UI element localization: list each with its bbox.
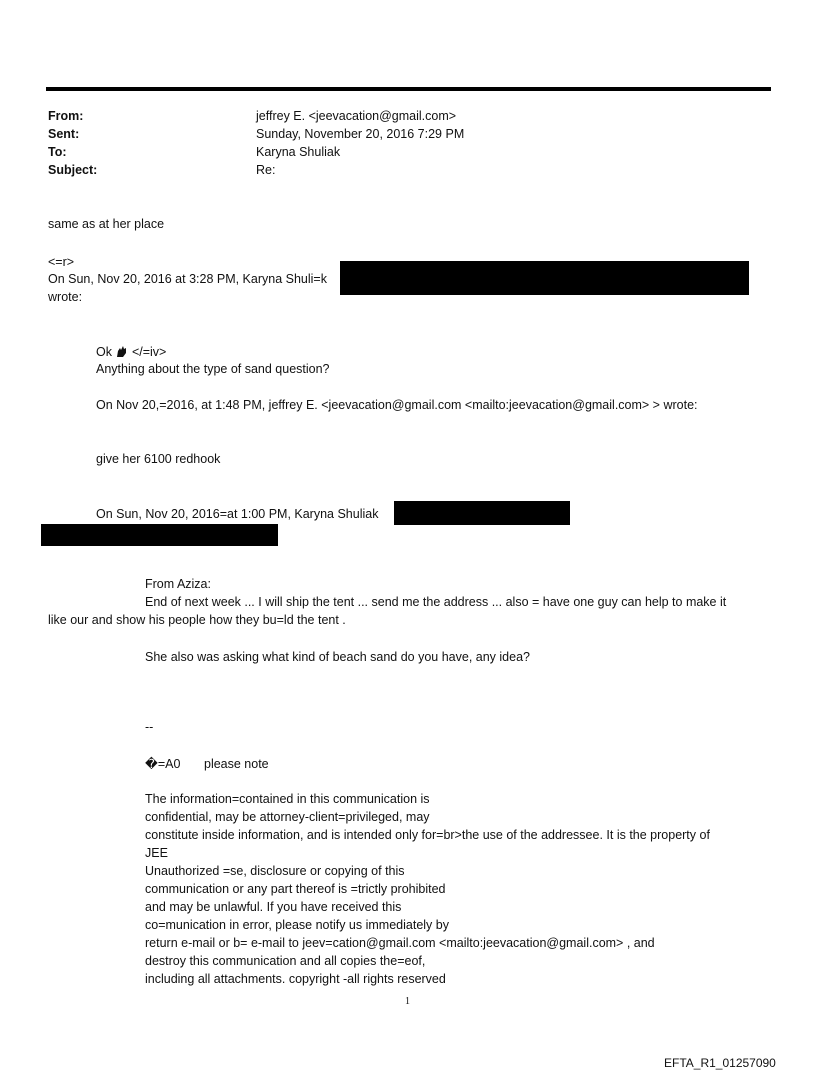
from-value: jeffrey E. <jeevacation@gmail.com> <box>256 109 457 123</box>
disclaimer-line: return e-mail or b= e-mail to jeev=cation@gmail.com <mailto:jeevacation@gmail.com> , and <box>145 936 655 950</box>
document-id: EFTA_R1_01257090 <box>664 1056 776 1070</box>
disclaimer-line: co=munication in error, please notify us immediately by <box>145 918 449 932</box>
sent-label: Sent: <box>48 127 80 141</box>
page-number: 1 <box>405 996 410 1007</box>
hand-icon <box>115 345 131 359</box>
redaction-box <box>340 261 749 295</box>
subject-label: Subject: <box>48 163 98 177</box>
to-value: Karyna Shuliak <box>256 145 341 159</box>
quote-karyna-line: On Sun, Nov 20, 2016=at 1:00 PM, Karyna Shuliak <box>96 507 379 521</box>
body-line-4: wrote: <box>48 290 83 304</box>
body-line-3: On Sun, Nov 20, 2016 at 3:28 PM, Karyna Shuli=k <box>48 272 327 286</box>
disclaimer-line: communication or any part thereof is =trictly prohibited <box>145 882 446 896</box>
from-aziza: From Aziza: <box>145 577 211 591</box>
signature-dash: -- <box>145 720 154 734</box>
aziza-line-3: like our and show his people how they bu=ld the tent . <box>48 613 346 627</box>
aziza-line-2: End of next week ... I will ship the tent ... send me the address ... also = have one guy can help to make it <box>145 595 727 609</box>
disclaimer-line: and may be unlawful. If you have received this <box>145 900 402 914</box>
header-rule <box>46 87 771 91</box>
quote-ok-line <box>96 345 166 359</box>
aziza-line-4: She also was asking what kind of beach sand do you have, any idea? <box>145 650 530 664</box>
from-label: From: <box>48 109 84 123</box>
body-line-1: same as at her place <box>48 217 165 231</box>
subject-value: Re: <box>256 163 276 177</box>
disclaimer-line: Unauthorized =se, disclosure or copying of this <box>145 864 405 878</box>
ok-text: Ok <box>96 345 112 359</box>
ok-tail: </=iv> <box>131 345 167 359</box>
disclaimer-line: destroy this communication and all copies the=eof, <box>145 954 426 968</box>
disclaimer-line: The information=contained in this communication is <box>145 792 430 806</box>
signature-note-prefix: �=A0 <box>145 757 181 771</box>
disclaimer-line: confidential, may be attorney-client=privileged, may <box>145 810 430 824</box>
redaction-box <box>41 524 278 546</box>
body-line-2: <=r> <box>48 255 75 269</box>
disclaimer-line: constitute inside information, and is intended only for=br>the use of the addressee. It is the property of <box>145 828 710 842</box>
to-label: To: <box>48 145 67 159</box>
sent-value: Sunday, November 20, 2016 7:29 PM <box>256 127 465 141</box>
signature-note: please note <box>204 757 269 771</box>
disclaimer-line: JEE <box>145 846 168 860</box>
quote-redhook: give her 6100 redhook <box>96 452 221 466</box>
quote-line-2: Anything about the type of sand question? <box>96 362 330 376</box>
disclaimer-line: including all attachments. copyright -all rights reserved <box>145 972 446 986</box>
redaction-box <box>394 501 570 525</box>
quote-line-3: On Nov 20,=2016, at 1:48 PM, jeffrey E. <jeevacation@gmail.com <mailto:jeevacation@gmail.com> > wrote: <box>96 398 698 412</box>
